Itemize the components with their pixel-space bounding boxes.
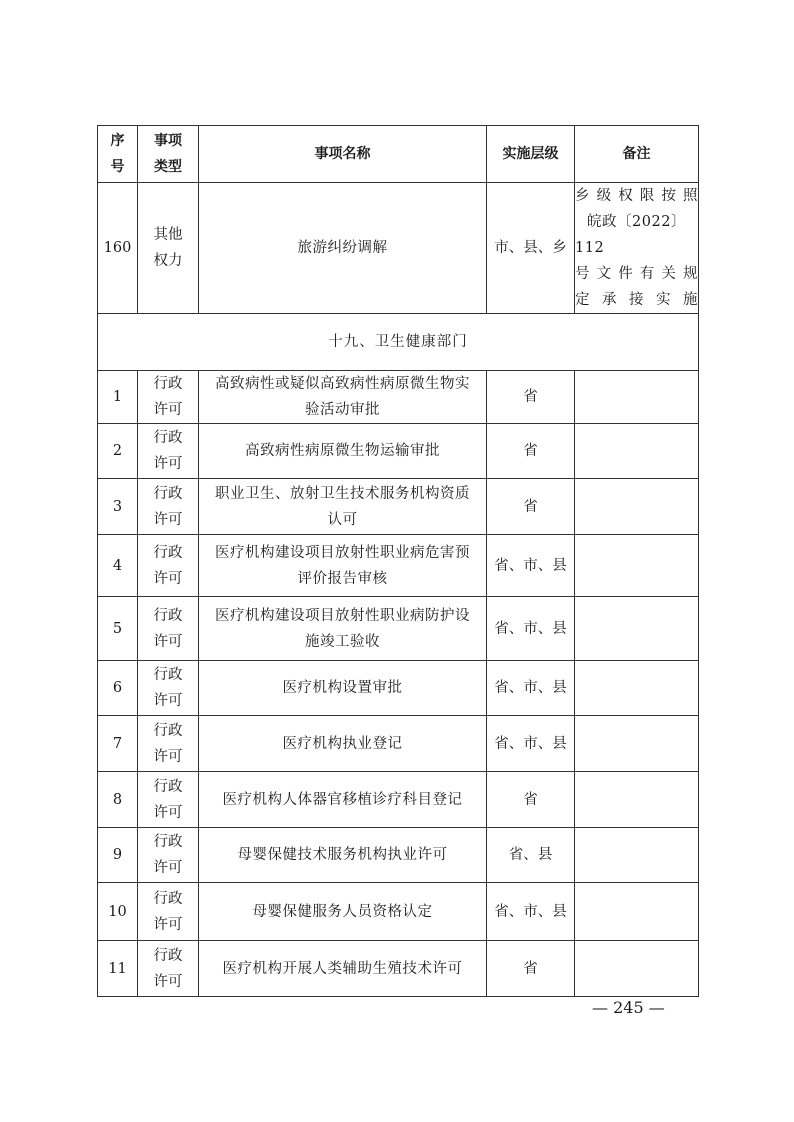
cell-name: 高致病性或疑似高致病性病原微生物实 验活动审批	[199, 371, 487, 424]
header-seq: 序 号	[98, 126, 138, 183]
cell-name: 旅游纠纷调解	[199, 183, 487, 314]
header-level: 实施层级	[487, 126, 575, 183]
header-type: 事项 类型	[138, 126, 199, 183]
table-row	[98, 183, 699, 314]
cell-level: 省、市、县	[487, 716, 575, 772]
cell-name: 医疗机构设置审批	[199, 661, 487, 716]
section-row	[98, 314, 699, 371]
cell-level: 省、县	[487, 828, 575, 883]
header-note: 备注	[575, 126, 699, 183]
cell-seq: 1	[98, 371, 138, 424]
cell-type: 行政 许可	[138, 883, 199, 941]
table-row	[98, 424, 699, 479]
cell-type: 其他 权力	[138, 183, 199, 314]
table-row	[98, 597, 699, 661]
cell-type: 行政 许可	[138, 597, 199, 661]
cell-note	[575, 828, 699, 883]
table-row	[98, 479, 699, 535]
cell-seq: 5	[98, 597, 138, 661]
cell-note	[575, 772, 699, 828]
cell-level: 省	[487, 941, 575, 997]
cell-type: 行政 许可	[138, 716, 199, 772]
cell-note	[575, 661, 699, 716]
cell-type: 行政 许可	[138, 535, 199, 597]
cell-name: 医疗机构建设项目放射性职业病危害预 评价报告审核	[199, 535, 487, 597]
page-number: — 245 —	[592, 998, 665, 1017]
cell-seq: 10	[98, 883, 138, 941]
cell-seq: 6	[98, 661, 138, 716]
table-row	[98, 828, 699, 883]
cell-level: 省、市、县	[487, 883, 575, 941]
cell-name: 高致病性病原微生物运输审批	[199, 424, 487, 479]
cell-seq: 11	[98, 941, 138, 997]
cell-name: 母婴保健服务人员资格认定	[199, 883, 487, 941]
cell-name: 母婴保健技术服务机构执业许可	[199, 828, 487, 883]
cell-note	[575, 479, 699, 535]
cell-note	[575, 941, 699, 997]
cell-name: 职业卫生、放射卫生技术服务机构资质 认可	[199, 479, 487, 535]
cell-seq: 3	[98, 479, 138, 535]
cell-note	[575, 883, 699, 941]
table-row	[98, 941, 699, 997]
cell-level: 省	[487, 424, 575, 479]
cell-type: 行政 许可	[138, 424, 199, 479]
table-row	[98, 535, 699, 597]
cell-name: 医疗机构人体器官移植诊疗科目登记	[199, 772, 487, 828]
cell-note	[575, 424, 699, 479]
cell-type: 行政 许可	[138, 828, 199, 883]
section-title: 十九、卫生健康部门	[98, 314, 699, 371]
table-header-row	[98, 126, 699, 183]
cell-level: 省、市、县	[487, 535, 575, 597]
table-row	[98, 772, 699, 828]
cell-level: 省	[487, 371, 575, 424]
cell-name: 医疗机构建设项目放射性职业病防护设 施竣工验收	[199, 597, 487, 661]
header-name: 事项名称	[199, 126, 487, 183]
table-row	[98, 661, 699, 716]
cell-seq: 160	[98, 183, 138, 314]
cell-seq: 7	[98, 716, 138, 772]
cell-level: 市、县、乡	[487, 183, 575, 314]
cell-type: 行政 许可	[138, 479, 199, 535]
cell-type: 行政 许可	[138, 941, 199, 997]
cell-note	[575, 371, 699, 424]
cell-name: 医疗机构开展人类辅助生殖技术许可	[199, 941, 487, 997]
cell-type: 行政 许可	[138, 371, 199, 424]
cell-type: 行政 许可	[138, 772, 199, 828]
cell-level: 省	[487, 479, 575, 535]
table-row	[98, 371, 699, 424]
cell-name: 医疗机构执业登记	[199, 716, 487, 772]
cell-seq: 9	[98, 828, 138, 883]
cell-level: 省、市、县	[487, 661, 575, 716]
cell-seq: 4	[98, 535, 138, 597]
cell-seq: 2	[98, 424, 138, 479]
authority-items-table	[97, 125, 699, 997]
cell-note: 乡级权限按照 皖政〔2022〕112 号文件有关规 定承接实施	[575, 183, 699, 314]
cell-level: 省、市、县	[487, 597, 575, 661]
cell-seq: 8	[98, 772, 138, 828]
table-row	[98, 716, 699, 772]
table-row	[98, 883, 699, 941]
cell-note	[575, 716, 699, 772]
cell-note	[575, 535, 699, 597]
cell-type: 行政 许可	[138, 661, 199, 716]
cell-note	[575, 597, 699, 661]
cell-level: 省	[487, 772, 575, 828]
